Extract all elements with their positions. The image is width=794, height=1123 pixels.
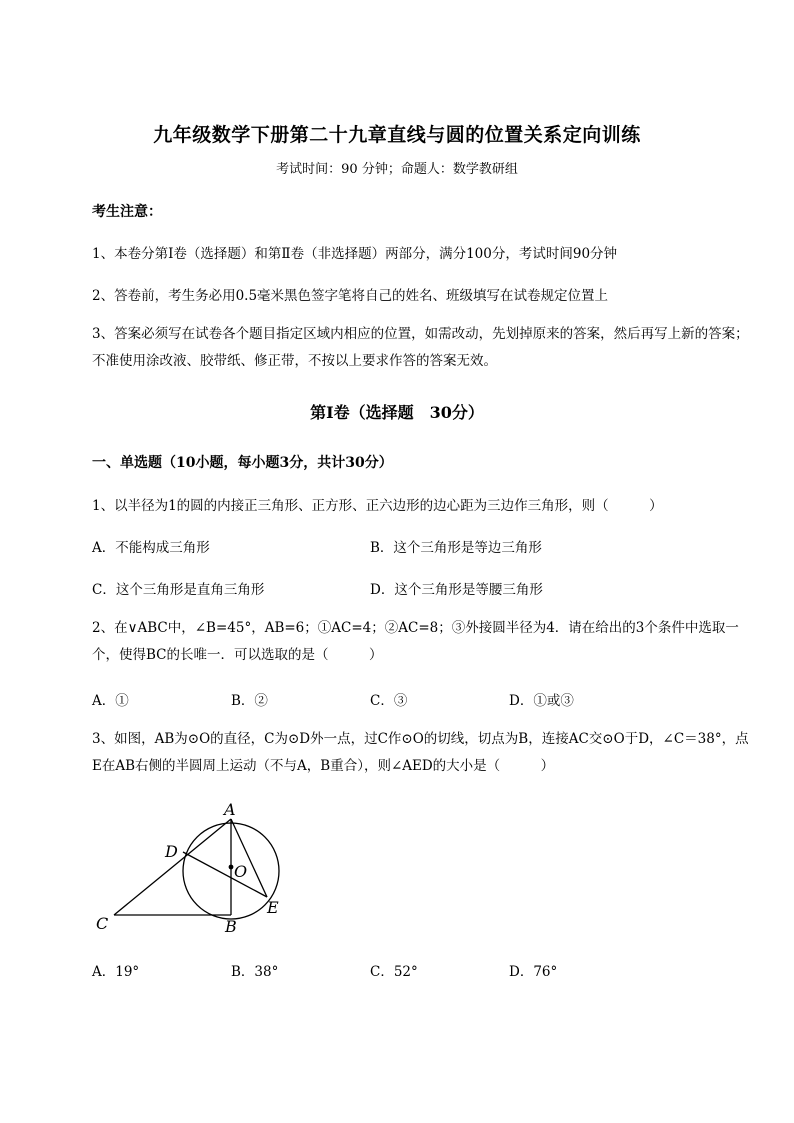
- label-b: B: [225, 917, 237, 936]
- line-ae: [231, 819, 267, 897]
- label-d: D: [165, 842, 178, 861]
- question-3-text: 3、如图，AB为⊙O的直径，C为⊙D外一点，过C作⊙O的切线，切点为B，连接AC交⊙O于D，∠C＝38°，点E在AB右侧的半圆周上运动（不与A，B重合），则∠AED的大小是（ ）: [92, 731, 749, 774]
- section-title: 第Ⅰ卷（选择题 30分）: [310, 403, 484, 422]
- page-title: 九年级数学下册第二十九章直线与圆的位置关系定向训练: [153, 124, 641, 146]
- question-1-option-a[interactable]: A．不能构成三角形: [92, 540, 210, 556]
- question-2-text: 2、在∨ABC中，∠B=45°，AB=6；①AC=4；②AC=8；③外接圆半径为4．请在给出的3个条件中选取一个，使得BC的长唯一．可以选取的是（ ）: [92, 620, 739, 663]
- label-e: E: [267, 898, 279, 917]
- line-ca: [114, 819, 231, 915]
- notes-heading: 考生注意：: [92, 204, 162, 220]
- center-point-o: [229, 865, 234, 870]
- question-2-option-b[interactable]: B．②: [231, 693, 268, 709]
- geometry-figure: [90, 795, 300, 940]
- label-c: C: [96, 914, 109, 933]
- question-3-option-b[interactable]: B．38°: [231, 964, 279, 980]
- question-1-option-d[interactable]: D．这个三角形是等腰三角形: [370, 582, 543, 598]
- note-item: 2、答卷前，考生务必用0.5毫米黑色签字笔将自己的姓名、班级填写在试卷规定位置上: [92, 288, 609, 304]
- question-1-option-c[interactable]: C．这个三角形是直角三角形: [92, 582, 265, 598]
- question-3-option-a[interactable]: A．19°: [92, 964, 140, 980]
- question-2-option-d[interactable]: D．①或③: [509, 693, 574, 709]
- line-de: [183, 852, 267, 897]
- exam-info: 考试时间：90 分钟；命题人：数学教研组: [276, 162, 518, 177]
- label-o: O: [234, 862, 248, 881]
- part-heading: 一、单选题（10小题，每小题3分，共计30分）: [92, 455, 393, 471]
- question-2-option-a[interactable]: A．①: [92, 693, 129, 709]
- note-item: 1、本卷分第Ⅰ卷（选择题）和第Ⅱ卷（非选择题）两部分，满分100分，考试时间90分钟: [92, 246, 618, 262]
- label-a: A: [224, 800, 236, 819]
- question-1-text: 1、以半径为1的圆的内接正三角形、正方形、正六边形的边心距为三边作三角形，则（ ）: [92, 498, 663, 514]
- note-item: 3、答案必须写在试卷各个题目指定区域内相应的位置，如需改动，先划掉原来的答案，然后再写上新的答案；不准使用涂改液、胶带纸、修正带，不按以上要求作答的答案无效。: [92, 326, 749, 369]
- question-3-option-d[interactable]: D．76°: [509, 964, 558, 980]
- question-2-option-c[interactable]: C．③: [370, 693, 408, 709]
- question-3-option-c[interactable]: C．52°: [370, 964, 418, 980]
- question-1-option-b[interactable]: B．这个三角形是等边三角形: [370, 540, 542, 556]
